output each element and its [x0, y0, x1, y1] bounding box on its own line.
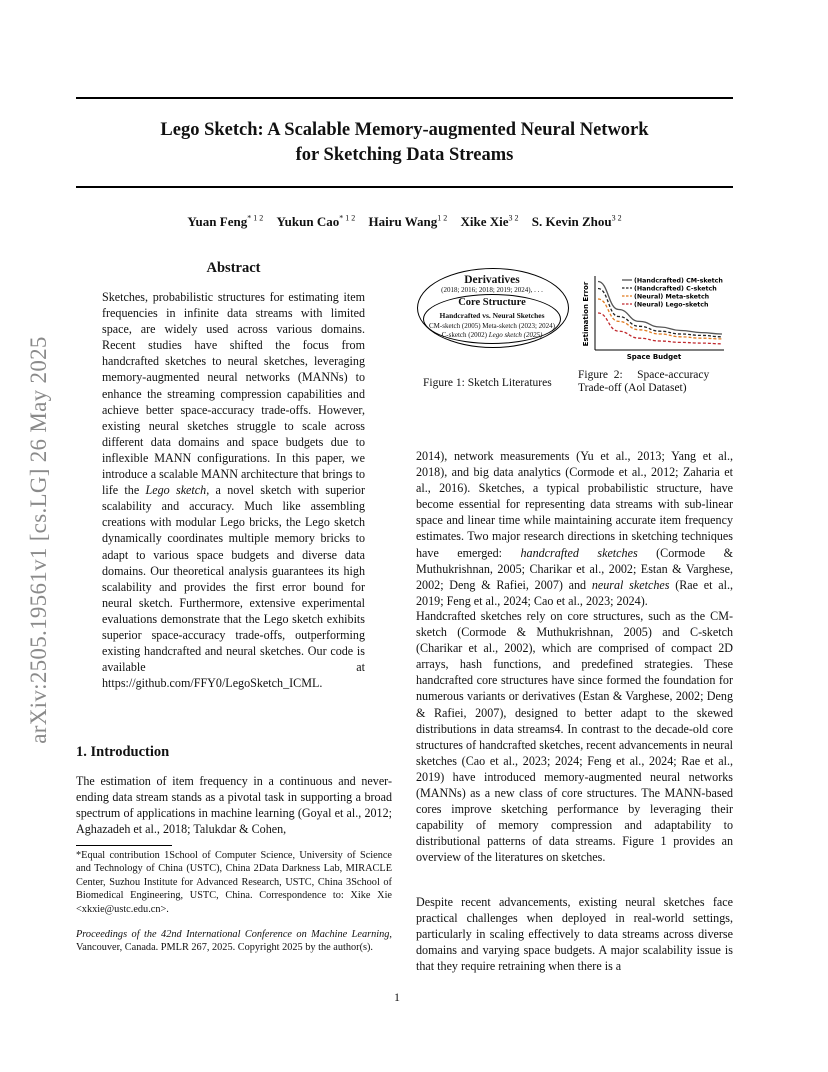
legend-label-1: (Handcrafted) CM-sketch: [634, 277, 723, 285]
derivatives-citations: (2018; 2016; 2018; 2019; 2024), . . .: [441, 286, 543, 294]
derivatives-label: Derivatives: [464, 274, 520, 286]
core-structure-row-1: CM-sketch (2005) Meta-sketch (2023; 2024): [429, 322, 555, 330]
figure-2-chart: [576, 270, 736, 362]
affiliation-footnote: *Equal contribution 1School of Computer Science, University of Science and Technology of China (USTC), China 2Data Darkness Lab, MIRACLE Center, Suzhou Institute for Advanced Research, USTC, China 3School of Biomedical Engineering, USTC, China. Correspondence to: Xike Xie <xkxie@ustc.edu.cn>.: [76, 850, 392, 915]
y-axis-label: Estimation Error: [582, 281, 590, 347]
author: Hairu Wang$^{1 2}$: [368, 214, 448, 230]
intro-paragraph-left: The estimation of item frequency in a continuous and never-ending data stream stands as a pivotal task in supporting a broad spectrum of applications in machine learning (Goyal et al., 2012; Aghazadeh et al., 2018; Talukdar & Cohen,: [76, 774, 392, 837]
legend-label-3: (Neural) Meta-sketch: [634, 293, 710, 301]
footnote-rule: [76, 845, 172, 846]
author: Yukun Cao$^{* 1 2}$: [276, 214, 356, 230]
author: S. Kevin Zhou$^{3 2}$: [531, 214, 622, 230]
intro-paragraph-right-3: Despite recent advancements, existing neural sketches face practical challenges when deployed in real-world settings, particularly in scaling effectively to data streams across diverse domains and varying space budgets. A major scalability issue is that they require retraining when there is a: [416, 895, 733, 974]
intro-paragraph-right-1: 2014), network measurements (Yu et al., 2013; Yang et al., 2018), and big data analytics (Cormode et al., 2012; Zaharia et al., 2016). Sketches, a typical probabilistic structure, have become essential for representing data streams with sub-linear space and linear time while maintaining accurate item frequency estimates. Two major research directions in sketching techniques have emerged: handcrafted sketches (Cormode & Muthukrishnan, 2005; Charikar et al., 2002; Estan & Varghese, 2002; Deng & Rafiei, 2007) and neural sketches (Rae et al., 2019; Feng et al., 2024; Cao et al., 2023; 2024).: [416, 449, 734, 608]
figure-1-diagram: [417, 268, 569, 348]
paper-title: Lego Sketch: A Scalable Memory-augmented Neural Network for Sketching Data Streams: [160, 120, 649, 165]
title-rule-top: [76, 97, 733, 99]
core-structure-label: Core Structure: [458, 297, 526, 308]
page-number: 1: [394, 990, 400, 1004]
author: Yuan Feng$^{* 1 2}$: [187, 214, 264, 230]
abstract-body: Sketches, probabilistic structures for estimating item frequencies in infinite data streams with limited space, are widely used across various domains. Recent studies have shifted the focus from handcrafted sketches to neural sketches, leveraging memory-augmented neural networks (MANNs) to enhance the streaming compression capabilities and achieve better space-accuracy trade-offs. However, existing neural sketches struggle to scale across different data domains and space budgets due to inflexible MANN configurations. In this paper, we introduce a scalable MANN architecture that brings to life the Lego sketch, a novel sketch with superior scalability and accuracy. Much like assembling creations with modular Lego bricks, the Lego sketch dynamically coordinates multiple memory bricks to adapt to various space budgets and diverse data domains. Our theoretical analysis guarantees its high scalability and provides the first error bound for neural sketch. Furthermore, extensive experimental evaluations demonstrate that the Lego sketch exhibits superior space-accuracy trade-offs, outperforming existing handcrafted and neural sketches. Our code is available at https://github.com/FFY0/LegoSketch_ICML.: [102, 290, 366, 691]
x-axis-label: Space Budget: [626, 353, 682, 361]
legend-label-2: (Handcrafted) C-sketch: [634, 285, 717, 293]
figure-1-caption: Figure 1: Sketch Literatures: [423, 377, 552, 389]
proceedings-note: Proceedings of the 42nd International Conference on Machine Learning, Vancouver, Canada. PMLR 267, 2025. Copyright 2025 by the author(s).: [76, 929, 392, 954]
core-structure-row-2: C-sketch (2002) Lego sketch (2025): [441, 331, 543, 339]
section-heading-introduction: 1. Introduction: [76, 744, 170, 760]
legend-label-4: (Neural) Lego-sketch: [634, 301, 709, 309]
abstract-heading: Abstract: [206, 260, 261, 276]
author-list: [76, 214, 733, 230]
title-rule-bottom: [76, 186, 733, 188]
intro-paragraph-right-2: Handcrafted sketches rely on core structures, such as the CM-sketch (Cormode & Muthukrishnan, 2005) and C-sketch (Charikar et al., 2002), which are comprised of compact 2D arrays, hash functions, and predefined strategies. These handcrafted core structures have since formed the foundation for numerous variants or derivatives (Estan & Varghese, 2002; Deng & Rafiei, 2007), designed to better adapt to the skewed distributions in data streams4. In contrast to the decade-old core structures of handcrafted sketches, recent advancements in neural sketches (Cao et al., 2023; 2024; Feng et al., 2024; Rae et al., 2019) have introduced memory-augmented neural networks (MANNs) as a new class of core structures. The MANN-based cores improve sketching performance by leveraging their capability of memory compression and adaptability to distributional patterns of data streams. Figure 1 provides an overview of the literatures on sketches.: [416, 609, 733, 865]
arxiv-identifier: arXiv:2505.19561v1 [cs.LG] 26 May 2025: [26, 336, 51, 744]
author: Xike Xie$^{3 2}$: [460, 214, 519, 230]
arxiv-sidebar: [24, 300, 54, 780]
series-line-4: [598, 313, 722, 344]
core-structure-subtitle: Handcrafted vs. Neural Sketches: [439, 311, 545, 320]
figure-2-caption: Figure 2: Space-accuracy Trade-off (Aol Dataset): [578, 369, 710, 394]
